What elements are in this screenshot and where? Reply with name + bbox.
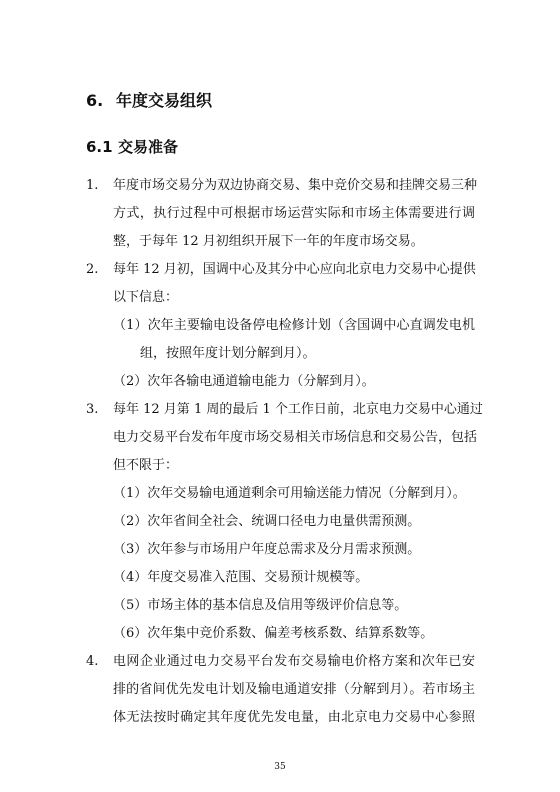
item-number: 3. <box>86 402 99 417</box>
section-title: 年度交易组织 <box>116 91 213 110</box>
sub-item-line: （1）次年主要输电设备停电检修计划（含国调中心直调发电机 <box>113 318 475 333</box>
sub-item-line: （5）市场主体的基本信息及信用等级评价信息等。 <box>113 598 408 613</box>
paragraph-line: 体无法按时确定其年度优先发电量，由北京电力交易中心参照 <box>113 710 475 725</box>
sub-item-line: （2）次年各输电通道输电能力（分解到月）。 <box>113 374 375 389</box>
item-number: 4. <box>86 654 99 669</box>
paragraph-line: 电力交易平台发布年度市场交易相关市场信息和交易公告，包括 <box>113 430 478 445</box>
sub-item-line: （1）次年交易输电通道剩余可用输送能力情况（分解到月）。 <box>113 486 466 501</box>
paragraph-line: 电网企业通过电力交易平台发布交易输电价格方案和次年已安 <box>113 654 475 669</box>
item-number: 1. <box>86 178 99 193</box>
section-number: 6. <box>86 91 104 110</box>
page-number: 35 <box>274 762 286 772</box>
paragraph-line: 年度市场交易分为双边协商交易、集中竞价交易和挂牌交易三种 <box>113 178 478 193</box>
sub-item-line: （6）次年集中竞价系数、偏差考核系数、结算系数等。 <box>113 626 434 641</box>
paragraph-line: 以下信息： <box>113 290 179 305</box>
item-number: 2. <box>86 262 99 277</box>
sub-item-line: （4）年度交易准入范围、交易预计规模等。 <box>113 570 369 585</box>
paragraph-line: 整，于每年 12 月初组织开展下一年的年度市场交易。 <box>113 234 424 249</box>
paragraph-line: 排的省间优先发电计划及输电通道安排（分解到月）。若市场主 <box>113 682 475 697</box>
subsection-number: 6.1 <box>86 138 113 156</box>
paragraph-line: 每年 12 月初，国调中心及其分中心应向北京电力交易中心提供 <box>113 262 476 277</box>
paragraph-line: 但不限于： <box>113 458 179 473</box>
paragraph-line: 方式，执行过程中可根据市场运营实际和市场主体需要进行调 <box>113 206 475 221</box>
sub-item-line: 组，按照年度计划分解到月）。 <box>140 346 316 361</box>
paragraph-line: 每年 12 月第 1 周的最后 1 个工作日前，北京电力交易中心通过 <box>113 402 483 417</box>
sub-item-line: （3）次年参与市场用户年度总需求及分月需求预测。 <box>113 542 421 557</box>
sub-item-line: （2）次年省间全社会、统调口径电力电量供需预测。 <box>113 514 421 529</box>
section-heading <box>86 88 212 111</box>
subsection-title: 交易准备 <box>118 138 179 156</box>
subsection-heading <box>86 136 178 157</box>
